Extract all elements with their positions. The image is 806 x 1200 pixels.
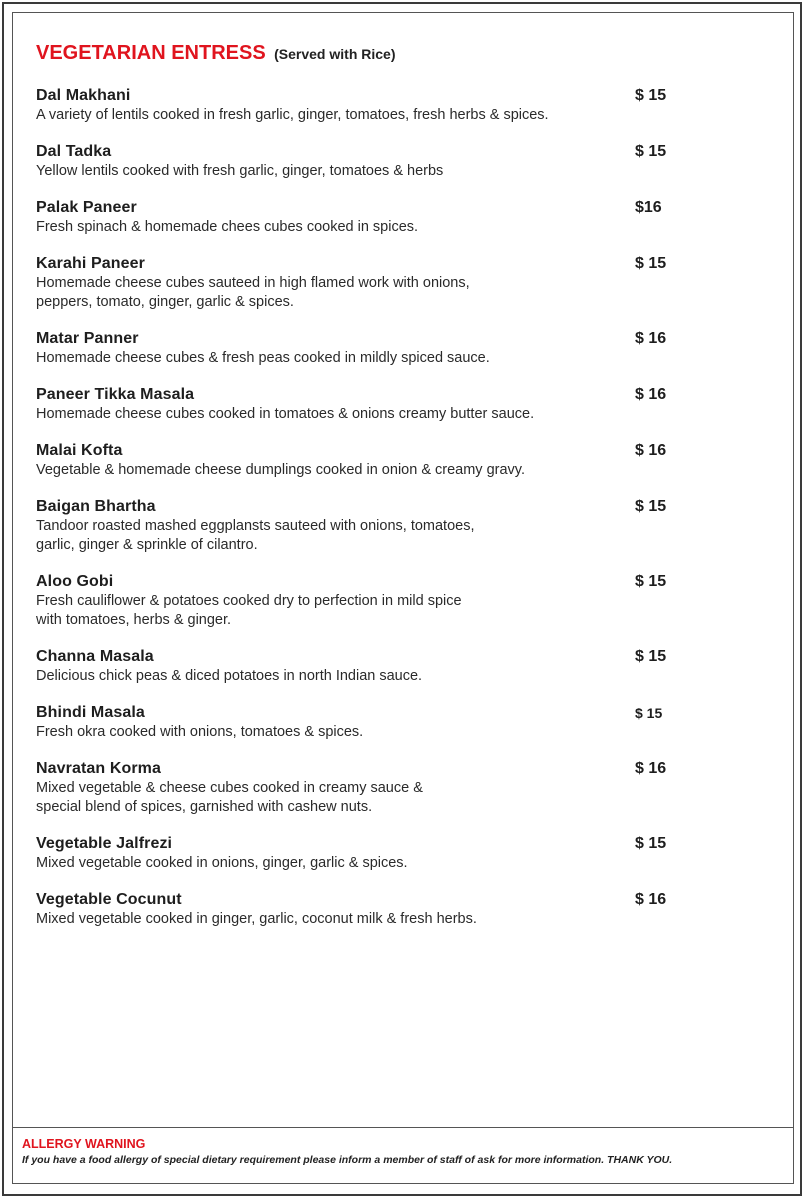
- menu-item: [36, 198, 696, 237]
- item-price: $ 15: [635, 255, 667, 272]
- menu-item: [36, 254, 696, 312]
- item-description: Mixed vegetable & cheese cubes cooked in creamy sauce & special blend of spices, garnished with cashew nuts.: [36, 780, 423, 815]
- allergy-warning-text: If you have a food allergy of special dietary requirement please inform a member of staff of ask for more information. THANK YOU.: [22, 1154, 673, 1166]
- menu-item: [36, 142, 696, 181]
- menu-item: [36, 385, 696, 424]
- item-name: Aloo Gobi: [36, 573, 114, 590]
- item-price: $ 16: [635, 891, 667, 908]
- item-name: Navratan Korma: [36, 760, 162, 777]
- item-price: $ 15: [635, 573, 667, 590]
- menu-item: [36, 703, 696, 742]
- section-title: VEGETARIAN ENTRESS: [36, 42, 266, 64]
- item-description: Homemade cheese cubes & fresh peas cooked in mildly spiced sauce.: [36, 350, 490, 366]
- item-price: $ 15: [635, 498, 667, 515]
- item-price: $ 15: [635, 648, 667, 665]
- item-description: Fresh cauliflower & potatoes cooked dry to perfection in mild spice with tomatoes, herbs & ginger.: [36, 593, 462, 628]
- item-name: Baigan Bhartha: [36, 498, 156, 515]
- item-name: Dal Tadka: [36, 143, 112, 160]
- item-description: Fresh okra cooked with onions, tomatoes & spices.: [36, 724, 364, 740]
- item-name: Vegetable Cocunut: [36, 891, 182, 908]
- section-subtitle: (Served with Rice): [274, 46, 396, 62]
- item-description: Tandoor roasted mashed eggplansts sauteed with onions, tomatoes, garlic, ginger & sprinkle of cilantro.: [36, 518, 475, 553]
- section-header: [36, 42, 396, 65]
- item-price: $ 16: [635, 442, 667, 459]
- item-name: Karahi Paneer: [36, 255, 145, 272]
- item-name: Dal Makhani: [36, 87, 131, 104]
- menu-item: [36, 441, 696, 480]
- menu-item: [36, 834, 696, 873]
- menu-item: [36, 86, 696, 125]
- item-description: Fresh spinach & homemade chees cubes cooked in spices.: [36, 219, 419, 235]
- item-price: $ 15: [635, 835, 667, 852]
- menu-item: [36, 329, 696, 368]
- menu-item: [36, 890, 696, 929]
- item-description: Delicious chick peas & diced potatoes in north Indian sauce.: [36, 668, 423, 684]
- item-price: $ 15: [635, 143, 667, 160]
- item-description: Yellow lentils cooked with fresh garlic, ginger, tomatoes & herbs: [36, 163, 444, 179]
- menu-list: [36, 86, 696, 946]
- item-description: Mixed vegetable cooked in ginger, garlic, coconut milk & fresh herbs.: [36, 911, 477, 927]
- item-price: $ 15: [635, 87, 667, 104]
- footer-divider: [12, 1127, 794, 1128]
- item-name: Palak Paneer: [36, 199, 137, 216]
- item-name: Channa Masala: [36, 648, 154, 665]
- item-name: Paneer Tikka Masala: [36, 386, 195, 403]
- item-description: Mixed vegetable cooked in onions, ginger, garlic & spices.: [36, 855, 408, 871]
- item-name: Bhindi Masala: [36, 704, 145, 721]
- item-price: $16: [635, 199, 662, 216]
- menu-item: [36, 647, 696, 686]
- menu-item: [36, 759, 696, 817]
- allergy-warning-title: ALLERGY WARNING: [22, 1137, 146, 1151]
- item-name: Vegetable Jalfrezi: [36, 835, 173, 852]
- item-description: Homemade cheese cubes cooked in tomatoes & onions creamy butter sauce.: [36, 406, 535, 422]
- item-price: $ 16: [635, 760, 667, 777]
- menu-item: [36, 572, 696, 630]
- item-name: Malai Kofta: [36, 442, 123, 459]
- menu-item: [36, 497, 696, 555]
- item-name: Matar Panner: [36, 330, 139, 347]
- item-description: Vegetable & homemade cheese dumplings cooked in onion & creamy gravy.: [36, 462, 525, 478]
- item-description: Homemade cheese cubes sauteed in high flamed work with onions, peppers, tomato, ginger, garlic & spices.: [36, 275, 470, 310]
- item-description: A variety of lentils cooked in fresh garlic, ginger, tomatoes, fresh herbs & spices.: [36, 107, 549, 123]
- item-price: $ 16: [635, 330, 667, 347]
- item-price: $ 15: [635, 705, 663, 721]
- item-price: $ 16: [635, 386, 667, 403]
